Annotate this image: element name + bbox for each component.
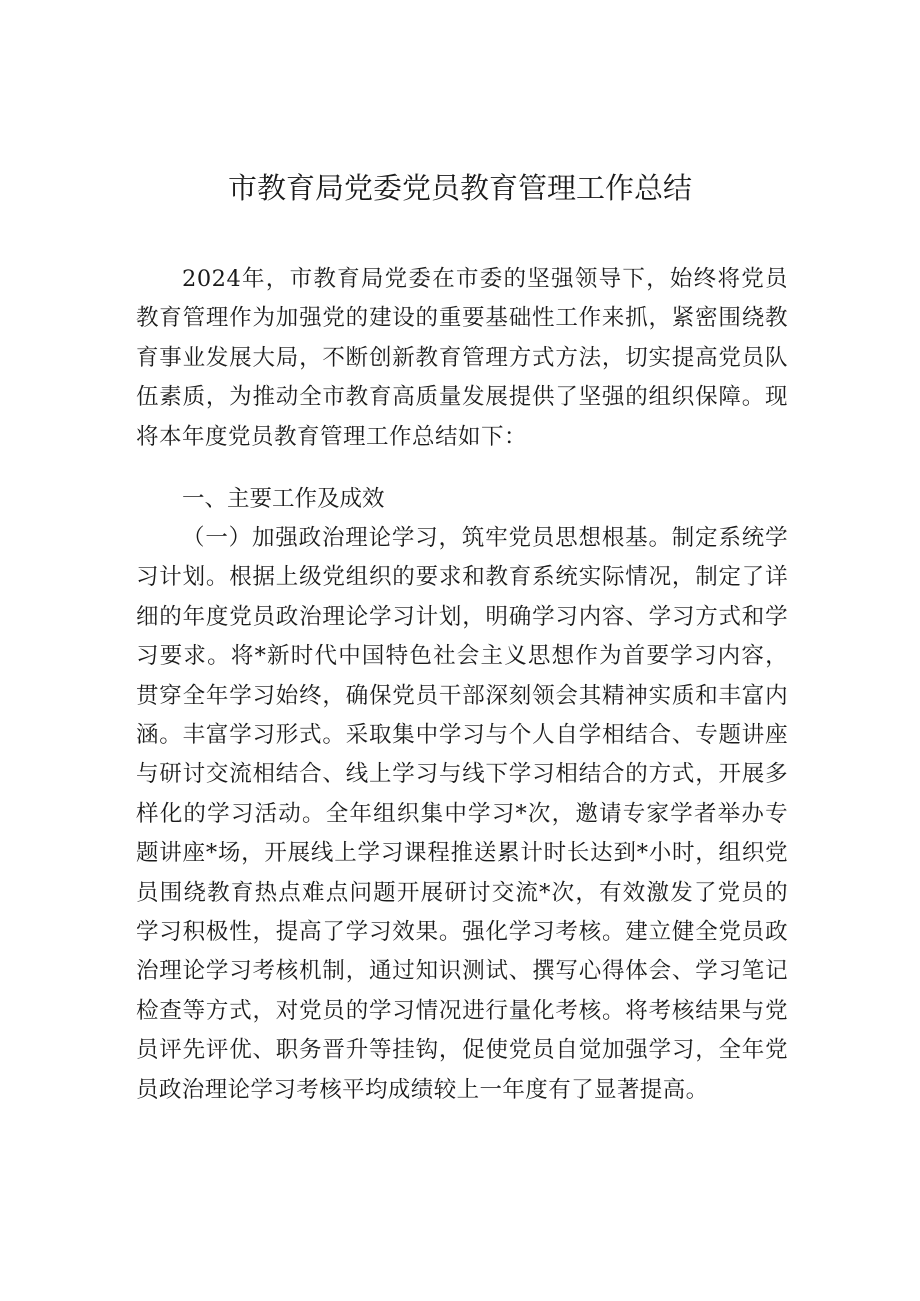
intro-paragraph: 2024年，市教育局党委在市委的坚强领导下，始终将党员教育管理作为加强党的建设的重要基础性工作来抓，紧密围绕教育事业发展大局，不断创新教育管理方式方法，切实提高党员队伍素质，为推动全市教育高质量发展提供了坚强的组织保障。现将本年度党员教育管理工作总结如下：: [136, 266, 788, 450]
document-title: 市教育局党委党员教育管理工作总结: [227, 171, 692, 205]
section-paragraph: （一）加强政治理论学习，筑牢党员思想根基。制定系统学习计划。根据上级党组织的要求和教育系统实际情况，制定了详细的年度党员政治理论学习计划，明确学习内容、学习方式和学习要求。将*新时代中国特色社会主义思想作为首要学习内容，贯穿全年学习始终，确保党员干部深刻领会其精神实质和丰富内涵。丰富学习形式。采取集中学习与个人自学相结合、专题讲座与研讨交流相结合、线上学习与线下学习相结合的方式，开展多样化的学习活动。全年组织集中学习*次，邀请专家学者举办专题讲座*场，开展线上学习课程推送累计时长达到*小时，组织党员围绕教育热点难点问题开展研讨交流*次，有效激发了党员的学习积极性，提高了学习效果。强化学习考核。建立健全党员政治理论学习考核机制，通过知识测试、撰写心得体会、学习笔记检查等方式，对党员的学习情况进行量化考核。将考核结果与党员评先评优、职务晋升等挂钩，促使党员自觉加强学习，全年党员政治理论学习考核平均成绩较上一年度有了显著提高。: [136, 525, 788, 1103]
section-heading: 一、主要工作及成效: [182, 486, 385, 512]
